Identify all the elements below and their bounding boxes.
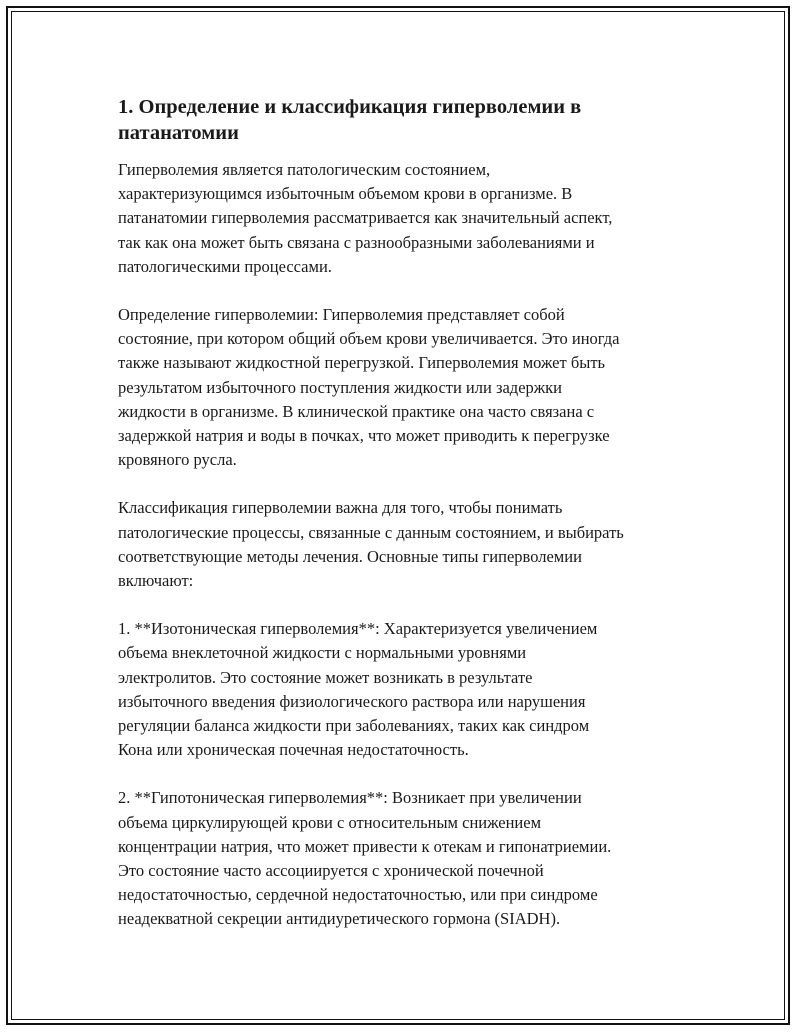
document-body: [118, 94, 688, 956]
paragraph-hypotonic: 2. **Гипотоническая гиперволемия**: Возникает при увеличении объема циркулирующей крови с относительным снижением концентрации натрия, что может привести к отекам и гипонатриемии. Это состояние часто ассоциируется с хронической почечной недостаточностью, сердечной недостаточностью, или при синдроме неадекватной секреции антидиуретического гормона (SIADH).: [118, 788, 612, 929]
paragraph-isotonic: 1. **Изотоническая гиперволемия**: Характеризуется увеличением объема внеклеточной жидкости с нормальными уровнями электролитов. Это состояние может возникать в результате избыточного введения физиологического раствора или нарушения регуляции баланса жидкости при заболеваниях, таких как синдром Кона или хроническая почечная недостаточность.: [118, 619, 598, 760]
section-heading: 1. Определение и классификация гиперволемии в патанатомии: [118, 96, 582, 144]
paragraph-intro: Гиперволемия является патологическим состоянием, характеризующимся избыточным объемом крови в организме. В патанатомии гиперволемия рассматривается как значительный аспект, так как она может быть связана с разнообразными заболеваниями и патологическими процессами.: [118, 160, 613, 276]
paragraph-definition: Определение гиперволемии: Гиперволемия представляет собой состояние, при котором общий объем крови увеличивается. Это иногда также называют жидкостной перегрузкой. Гиперволемия может быть результатом избыточного поступления жидкости или задержки жидкости в организме. В клинической практике она часто связана с задержкой натрия и воды в почках, что может приводить к перегрузке кровяного русла.: [118, 305, 620, 470]
paragraph-classification: Классификация гиперволемии важна для того, чтобы понимать патологические процессы, связанные с данным состоянием, и выбирать соответствующие методы лечения. Основные типы гиперволемии включают:: [118, 498, 624, 591]
